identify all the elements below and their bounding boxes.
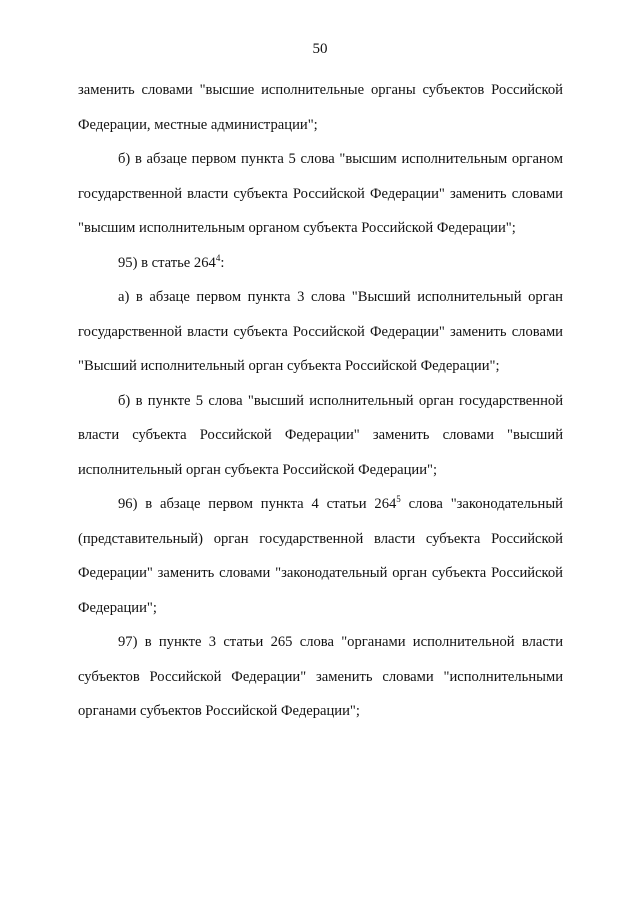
paragraph-a-article-264-4: а) в абзаце первом пункта 3 слова "Высший исполнительный орган государственной власти субъекта Российской Федерации" заменить словами "Высший исполнительный орган субъекта Российской Федерации"; (78, 289, 563, 374)
paragraph-item-96 (78, 487, 563, 625)
item-96-text: 96) в абзаце первом пункта 4 статьи 264 (118, 496, 397, 512)
item-96-rest: слова "законодательный (представительный) орган государственной власти субъекта Российской Федерации" заменить словами "законодательный орган субъекта Российской Федерации"; (78, 496, 563, 616)
item-95-text: 95) в статье 264 (118, 254, 216, 271)
item-95-suffix: : (220, 254, 225, 271)
page-number: 50 (312, 41, 328, 57)
item-95-superscript: 4 (215, 252, 221, 263)
paragraph-b-article-264-4: б) в пункте 5 слова "высший исполнительный орган государственной власти субъекта Российской Федерации" заменить словами "высший исполнительный орган субъекта Российской Федерации"; (78, 392, 563, 478)
document-body (78, 73, 563, 729)
item-96-superscript: 5 (396, 494, 401, 504)
paragraph-item-95 (78, 246, 563, 281)
paragraph-b-article-263: б) в абзаце первом пункта 5 слова "высшим исполнительным органом государственной власти субъекта Российской Федерации" заменить словами "высшим исполнительным органом субъекта Российской Федерации"; (78, 151, 563, 236)
paragraph-item-97: 97) в пункте 3 статьи 265 слова "органами исполнительной власти субъектов Российской Федерации" заменить словами "исполнительными органами субъектов Российской Федерации"; (78, 634, 563, 719)
paragraph-continuation: заменить словами "высшие исполнительные органы субъектов Российской Федерации, местные администрации"; (78, 82, 563, 133)
